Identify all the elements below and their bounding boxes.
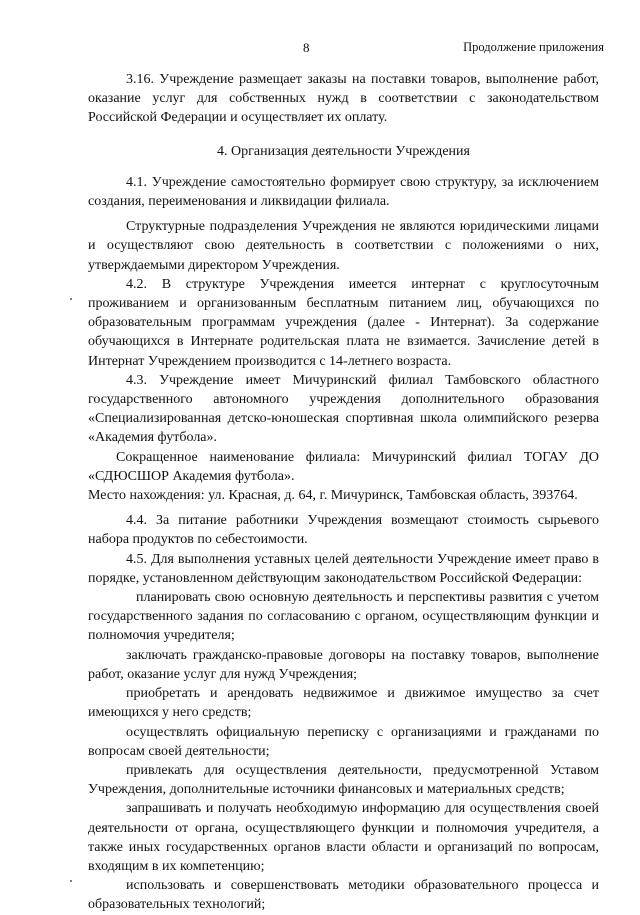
paragraph-4-1: 4.1. Учреждение самостоятельно формирует свою структуру, за исключением создания, переименования и ликвидации филиала. (88, 174, 599, 210)
paragraph-4-5: 4.5. Для выполнения уставных целей деятельности Учреждение имеет право в порядке, установленном действующим законодательством Российской Федерации: (88, 551, 599, 586)
page-number: 8 (303, 40, 310, 55)
list-item-acquire: приобретать и арендовать недвижимое и движимое имущество за счет имеющихся у него средств; (88, 686, 599, 721)
document-body (88, 70, 599, 915)
paragraph-4-3: 4.3. Учреждение имеет Мичуринский филиал Тамбовского областного государственного автономного учреждения дополнительного образования «Специализированная детско-юношеская спортивная школа олимпийского резерва «Академия футбола». (88, 372, 599, 446)
list-item-request: запрашивать и получать необходимую информацию для осуществления своей деятельности от органа, осуществляющего функции и полномочия учредителя, а также иных государственных органов власти области и организаций по вопросам, входящим в их компетенцию; (88, 801, 599, 874)
list-item-plan: планировать свою основную деятельность и перспективы развития с учетом государственного задания по согласованию с органом, осуществляющим функции и полномочия учредителя; (88, 590, 599, 644)
header-continuation-label: Продолжение приложения (463, 40, 604, 54)
list-item-methods: использовать и совершенствовать методики образовательного процесса и образовательных технологий; (88, 878, 599, 913)
scan-speck (70, 298, 72, 300)
paragraph-4-2: 4.2. В структуре Учреждения имеется интернат с круглосуточным проживанием и организованным бесплатным питанием лиц, обучающихся по образовательным программам учреждения (далее - Интернат). За содержание обучающихся в Интернате родительская плата не взимается. Зачисление детей в Интернат Учреждением производится с 14-летнего возраста. (88, 276, 599, 369)
paragraph-4-4: 4.4. За питание работники Учреждения возмещают стоимость сырьевого набора продуктов по себестоимости. (88, 513, 599, 548)
scan-speck (70, 880, 72, 882)
list-item-attract: привлекать для осуществления деятельности, предусмотренной Уставом Учреждения, дополнительные источники финансовых и материальных средств; (88, 762, 599, 798)
list-item-correspond: осуществлять официальную переписку с организациями и гражданами по вопросам своей деятельности; (88, 724, 599, 759)
list-item-contracts: заключать гражданско-правовые договоры на поставку товаров, выполнение работ, оказание услуг для нужд Учреждения; (88, 647, 599, 682)
paragraph-structure: Структурные подразделения Учреждения не являются юридическими лицами и осуществляют свою деятельность в соответствии с положениями о них, утверждаемыми директором Учреждения. (88, 219, 599, 273)
section-heading: 4. Организация деятельности Учреждения (217, 143, 470, 159)
paragraph-short-name: Сокращенное наименование филиала: Мичуринский филиал ТОГАУ ДО «СДЮСШОР Академия футбола». (88, 449, 599, 484)
paragraph-3-16: 3.16. Учреждение размещает заказы на поставки товаров, выполнение работ, оказание услуг для собственных нужд в соответствии с законодательством Российской Федерации и осуществляет их оплату. (88, 72, 599, 126)
paragraph-location: Место нахождения: ул. Красная, д. 64, г. Мичуринск, Тамбовская область, 393764. (88, 488, 578, 504)
